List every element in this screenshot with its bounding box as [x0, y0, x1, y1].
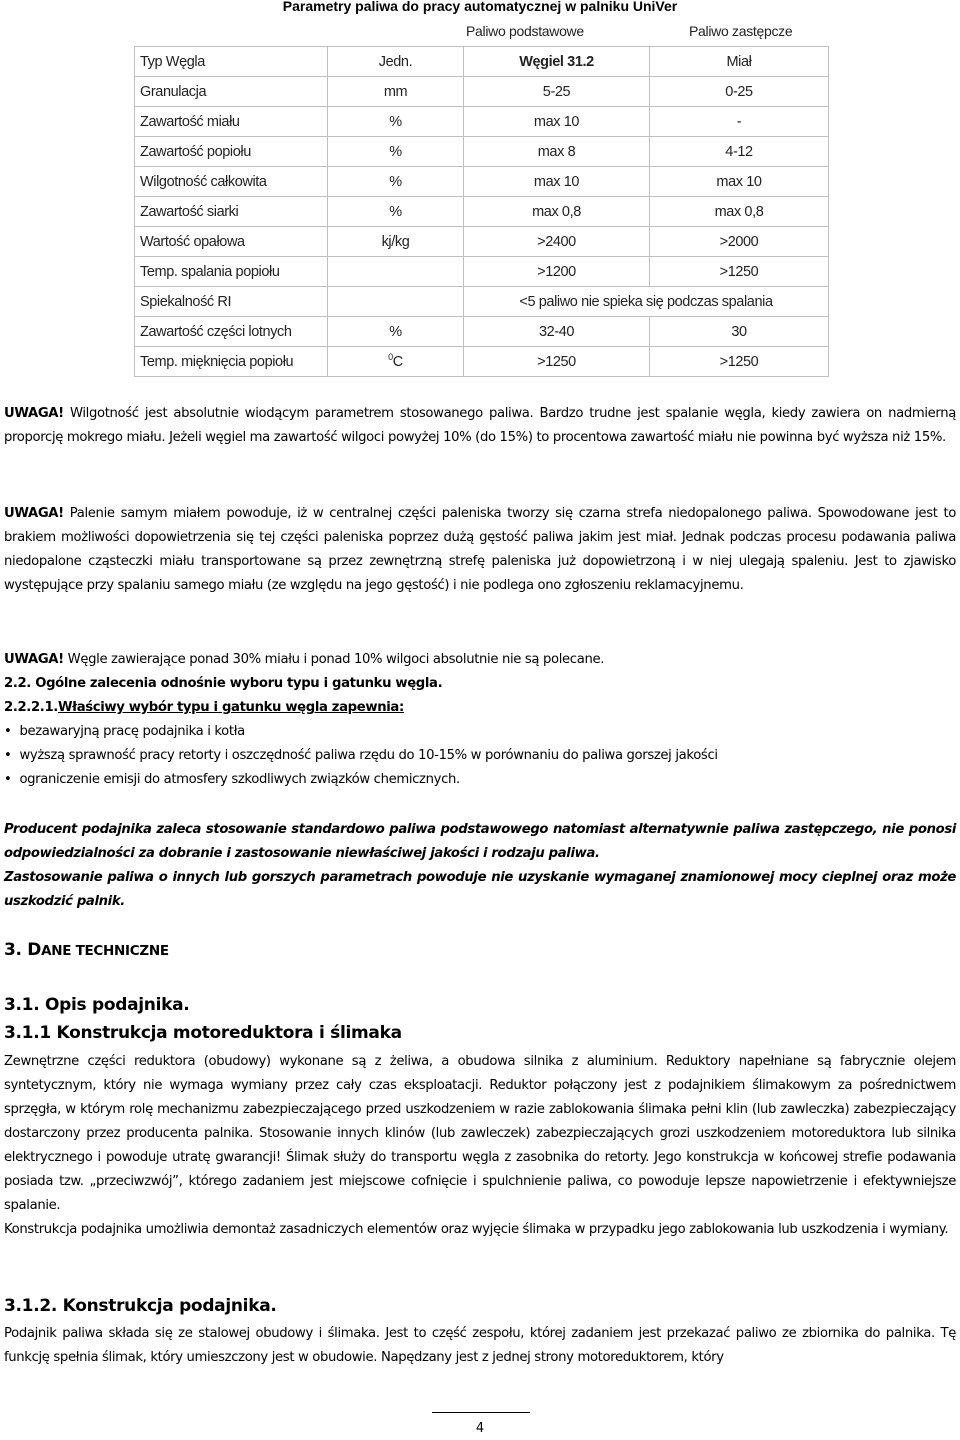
- list-item: • ograniczenie emisji do atmosfery szkodliwych związków chemicznych.: [4, 768, 956, 792]
- cell-primary-value: Węgiel 31.2: [464, 47, 650, 77]
- unit-text: mm: [383, 83, 408, 100]
- table-row: [135, 347, 829, 377]
- cell-substitute-value: 30: [650, 317, 829, 347]
- section-2-2-1-heading: Właściwy wybór typu i gatunku węgla zapewnia:: [57, 700, 404, 715]
- unit-text: %: [389, 113, 402, 130]
- section-3-1-1-body: [4, 1050, 956, 1242]
- cell-unit: [328, 257, 464, 287]
- cell-substitute-value: >1250: [650, 347, 829, 377]
- cell-unit: [328, 107, 464, 137]
- unit-text: %: [389, 143, 402, 160]
- cell-unit: [328, 47, 464, 77]
- cell-primary-value: max 10: [464, 107, 650, 137]
- list-item: • wyższą sprawność pracy retorty i oszczędność paliwa rzędu do 10-15% w porównaniu do paliwa gorszej jakości: [4, 744, 956, 768]
- cell-substitute-value: Miał: [650, 47, 829, 77]
- section-3-1-2-heading: 3.1.2. Konstrukcja podajnika.: [4, 1296, 277, 1316]
- cell-substitute-value: >1250: [650, 257, 829, 287]
- unit-text: kj/kg: [381, 233, 410, 250]
- unit-text: %: [389, 203, 402, 220]
- fuel-parameters-table: [134, 46, 829, 377]
- warning-label: UWAGA!: [4, 406, 64, 421]
- cell-substitute-value: 4-12: [650, 137, 829, 167]
- cell-parameter: Temp. spalania popiołu: [135, 257, 328, 287]
- cell-primary-value: max 0,8: [464, 197, 650, 227]
- list-item: • bezawaryjną pracę podajnika i kotła: [4, 720, 956, 744]
- header-primary-fuel: Paliwo podstawowe: [466, 23, 584, 39]
- cell-parameter: Typ Węgla: [135, 47, 328, 77]
- unit-superscript: 0: [388, 351, 393, 362]
- cell-unit: [328, 197, 464, 227]
- page-number: 4: [475, 1421, 485, 1436]
- cell-parameter: Wilgotność całkowita: [135, 167, 328, 197]
- cell-parameter: Wartość opałowa: [135, 227, 328, 257]
- page-title: Parametry paliwa do pracy automatycznej w palniku UniVer: [282, 0, 678, 14]
- cell-primary-value: >2400: [464, 227, 650, 257]
- cell-substitute-value: max 0,8: [650, 197, 829, 227]
- unit-text: Jedn.: [378, 53, 413, 70]
- section-3-1-heading: 3.1. Opis podajnika.: [4, 995, 190, 1015]
- paragraph: Zewnętrzne części reduktora (obudowy) wykonane są z żeliwa, a obudowa silnika z aluminium. Reduktory napełniane są fabrycznie olejem syntetycznym, który nie wymaga wymiany przez cały czas eksploatacji. Reduktor połączony jest z podajnikiem ślimakowym za pośrednictwem sprzęgła, w którym rolę mechanizmu zabezpieczającego przed uszkodzeniem w razie zablokowania ślimaka pełni klin (lub zawleczka) zabezpieczający dostarczony przez producenta palnika. Stosowanie innych klinów (lub zawleczek) zabezpieczających grozi uszkodzeniem motoreduktora lub silnika elektrycznego i powoduje utratę gwarancji! Ślimak służy do transportu węgla z zasobnika do retorty. Jego konstrukcja w końcowej strefie podawania posiada tzw. „przeciwzwój”, którego zadaniem jest miejscowe cofnięcie i spulchnienie paliwa, co powoduje lepsze napowietrzenie i efektywniejsze spalanie.: [4, 1054, 956, 1213]
- table-row: [135, 77, 829, 107]
- section-2-2-heading: 2.2. Ogólne zalecenia odnośnie wyboru typu i gatunku węgla.: [4, 676, 443, 691]
- warning-label: UWAGA!: [4, 652, 64, 667]
- cell-unit: [328, 167, 464, 197]
- cell-primary-value: max 10: [464, 167, 650, 197]
- warning-label: UWAGA!: [4, 506, 64, 521]
- cell-parameter: Spiekalność RI: [135, 287, 328, 317]
- paragraph: Konstrukcja podajnika umożliwia demontaż zasadniczych elementów oraz wyjęcie ślimaka w przypadku jego zablokowania lub uszkodzenia i wymiany.: [4, 1222, 949, 1237]
- table-row: [135, 137, 829, 167]
- table-row: [135, 257, 829, 287]
- warning-text: Palenie samym miałem powoduje, iż w centralnej części paleniska tworzy się czarna strefa niedopalonego paliwa. Spowodowane jest to brakiem możliwości dopowietrzenia się tej części paleniska poprzez dużą gęstość paliwa jakim jest miał. Jednak podczas procesu podawania paliwa niedopalone cząsteczki miału transportowane są przez zewnętrzną strefę paleniska już dopowietrzoną i w niej ulegają spaleniu. Jest to zjawisko występujące przy spalaniu samego miału (ze względu na jego gęstość) i nie podlega ono zgłoszeniu reklamacyjnemu.: [4, 506, 956, 593]
- paragraph: Podajnik paliwa składa się ze stalowej obudowy i ślimaka. Jest to część zespołu, której zadaniem jest przekazać paliwo ze zbiornika do palnika. Tę funkcję spełnia ślimak, który umieszczony jest w obudowie. Napędzany jest z jednej strony motoreduktorem, który: [4, 1326, 956, 1365]
- warning-text: Węgle zawierające ponad 30% miału i ponad 10% wilgoci absolutnie nie są polecane.: [63, 652, 605, 667]
- cell-primary-value: >1250: [464, 347, 650, 377]
- cell-unit: [328, 287, 464, 317]
- warning-not-recommended: [4, 648, 956, 792]
- notice-fuel-responsibility: Producent podajnika zaleca stosowanie standardowo paliwa podstawowego natomiast alternatywnie paliwa zastępczego, nie ponosi odpowiedzialności za dobranie i zastosowanie niewłaściwej jakości i rodzaju paliwa.: [4, 822, 956, 861]
- table-row: [135, 167, 829, 197]
- section-3-title: ANE TECHNICZNE: [41, 943, 169, 959]
- section-3-1-1-heading: 3.1.1 Konstrukcja motoreduktora i ślimaka: [4, 1023, 402, 1043]
- header-substitute-fuel: Paliwo zastępcze: [689, 23, 793, 39]
- cell-unit: [328, 77, 464, 107]
- notice-fuel-parameters: Zastosowanie paliwa o innych lub gorszych parametrach powoduje nie uzyskanie wymaganej znamionowej mocy cieplnej oraz może uszkodzić palnik.: [4, 870, 956, 909]
- table-row: [135, 197, 829, 227]
- cell-parameter: Zawartość siarki: [135, 197, 328, 227]
- section-3-1-2-body: [4, 1322, 956, 1370]
- warning-text: Wilgotność jest absolutnie wiodącym parametrem stosowanego paliwa. Bardzo trudne jest spalanie węgla, kiedy zawiera on nadmierną proporcję mokrego miału. Jeżeli węgiel ma zawartość wilgoci powyżej 10% (do 15%) to procentowa zawartość miału nie powinna być wyższa niż 15%.: [4, 406, 956, 445]
- cell-parameter: Granulacja: [135, 77, 328, 107]
- cell-unit: [328, 137, 464, 167]
- manufacturer-notice: [4, 818, 956, 914]
- table-row: [135, 107, 829, 137]
- cell-substitute-value: max 10: [650, 167, 829, 197]
- warning-moisture: [4, 402, 956, 450]
- unit-text: %: [389, 173, 402, 190]
- footer-rule: [432, 1412, 530, 1413]
- cell-primary-value: >1200: [464, 257, 650, 287]
- cell-parameter: Zawartość miału: [135, 107, 328, 137]
- cell-primary-value: 5-25: [464, 77, 650, 107]
- cell-parameter: Temp. mięknięcia popiołu: [135, 347, 328, 377]
- cell-substitute-value: >2000: [650, 227, 829, 257]
- table-row: [135, 47, 829, 77]
- cell-substitute-value: 0-25: [650, 77, 829, 107]
- cell-unit: [328, 347, 464, 377]
- unit-text: %: [389, 323, 402, 340]
- cell-parameter: Zawartość popiołu: [135, 137, 328, 167]
- cell-unit: [328, 227, 464, 257]
- cell-substitute-value: -: [650, 107, 829, 137]
- table-row: [135, 227, 829, 257]
- unit-text: C: [392, 353, 403, 370]
- section-3-number: 3. D: [4, 940, 42, 960]
- cell-merged-value: <5 paliwo nie spieka się podczas spalania: [464, 287, 829, 317]
- table-row: [135, 287, 829, 317]
- cell-unit: [328, 317, 464, 347]
- cell-primary-value: 32-40: [464, 317, 650, 347]
- cell-primary-value: max 8: [464, 137, 650, 167]
- table-row: [135, 317, 829, 347]
- cell-parameter: Zawartość części lotnych: [135, 317, 328, 347]
- section-3-heading: [4, 939, 169, 962]
- section-2-2-1-number: 2.2.2.1.: [4, 700, 58, 715]
- warning-fines: [4, 502, 956, 598]
